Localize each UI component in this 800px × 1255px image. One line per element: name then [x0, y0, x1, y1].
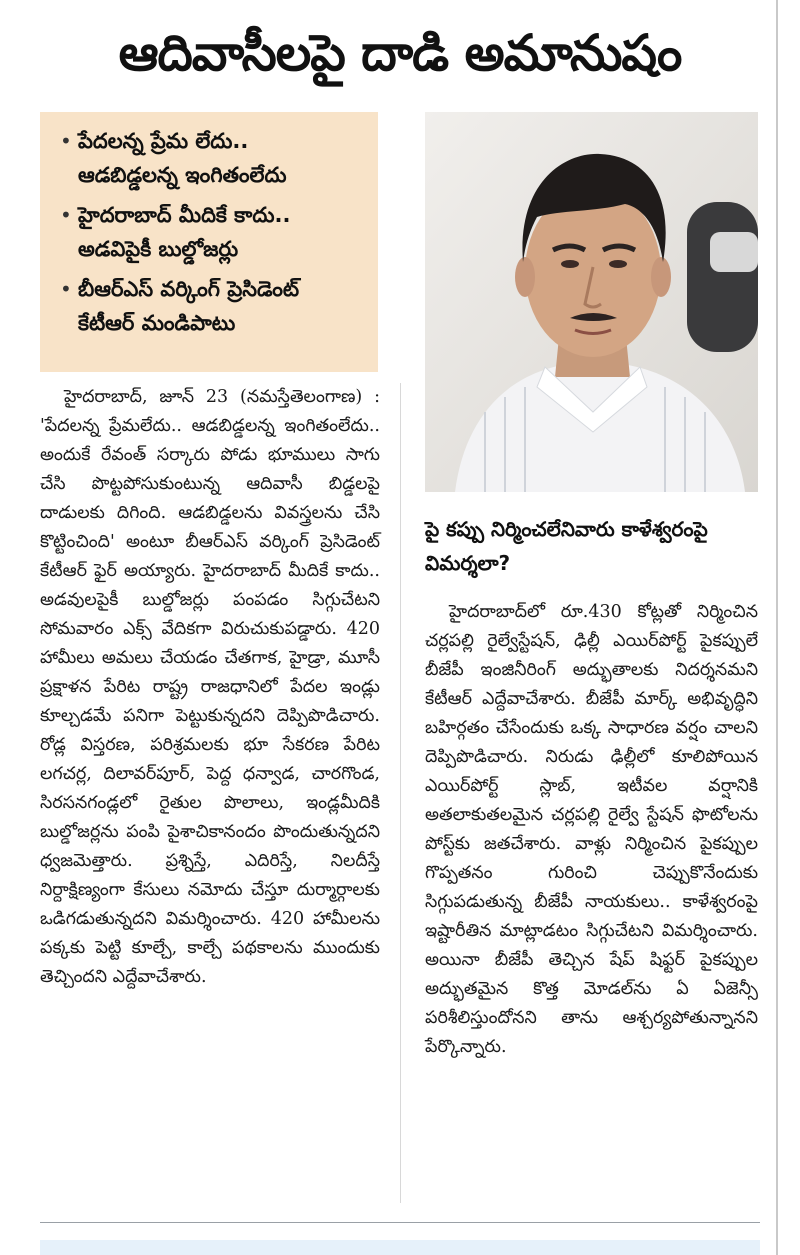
highlight-item: [60, 272, 368, 340]
subheading: పై కప్పు నిర్మించలేనివారు కాళేశ్వరంపై విమర్శలా?: [425, 517, 708, 575]
highlight-text: పేదలన్న ప్రేమ లేదు.. ఆడబిడ్డలన్న ఇంగితంలేదు: [78, 129, 287, 187]
bullet-dot-icon: •: [60, 277, 72, 301]
highlight-item: [60, 198, 368, 266]
bottom-divider: [40, 1222, 760, 1223]
highlights-box: [40, 112, 378, 372]
headline: ఆదివాసీలపై దాడి అమానుషం: [118, 23, 682, 82]
next-article-strip: [40, 1240, 760, 1255]
column-divider: [400, 383, 401, 1203]
highlight-item: [60, 124, 368, 192]
left-column: [40, 383, 380, 992]
right-column: [425, 598, 758, 1062]
article-paragraph: హైదరాబాద్, జూన్ 23 (నమస్తేతెలంగాణ) : 'పేదలన్న ప్రేమలేదు.. ఆడబిడ్డలన్న ఇంగితంలేదు.. అందుకే రేవంత్ సర్కారు పోడు భూములు సాగు చేసి పొట్టపోసుకుంటున్న ఆదివాసీ బిడ్డలపై దాడులకు దిగింది. ఆడబిడ్డలను వివస్త్రలను చేసి కొట్టించింది' అంటూ బీఆర్ఎస్ వర్కింగ్ ప్రెసిడెంట్ కేటీఆర్ ఫైర్ అయ్యారు. హైదరాబాద్ మీదికే కాదు.. అడవులపైకీ బుల్డోజర్లు పంపడం సిగ్గుచేటని సోమవారం ఎక్స్ వేదికగా విరుచుకుపడ్డారు. 420 హామీలు అమలు చేయడం చేతగాక, హైడ్రా, మూసీ ప్రక్షాళన పేరిట రాష్ట్ర రాజధానిలో పేదల ఇండ్లు కూల్చడమే పనిగా పెట్టుకున్నదని దెప్పిపొడిచారు. రోడ్ల విస్తరణ, పరిశ్రమలకు భూ సేకరణ పేరిట లగచర్ల, దిలావర్‌పూర్, పెద్ద ధన్వాడ, చారగొండ, సిరసనగండ్లలో రైతుల పొలాలు, ఇండ్లమీదికి బుల్డోజర్లను పంపి పైశాచికానందం పొందుతున్నదని ధ్వజమెత్తారు. ప్రశ్నిస్తే, ఎదిరిస్తే, నిలదీస్తే నిర్దాక్షిణ్యంగా కేసులు నమోదు చేస్తూ దుర్మార్గాలకు ఒడిగడుతున్నదని విమర్శించారు. 420 హామీలను పక్కకు పెట్టి కూల్చే, కాల్చే పథకాలను ముందుకు తెచ్చిందని ఎద్దేవాచేశారు.: [40, 387, 380, 987]
page-edge: [776, 0, 778, 1255]
article-paragraph: హైదరాబాద్‌లో రూ.430 కోట్లతో నిర్మించిన చర్లపల్లి రైల్వేస్టేషన్, ఢిల్లీ ఎయిర్‌పోర్ట్ పైకప్పులే బీజేపీ ఇంజినీరింగ్ అద్భుతాలకు నిదర్శనమని కేటీఆర్ ఎద్దేవాచేశారు. బీజేపీ మార్క్ అభివృద్ధిని బహిర్గతం చేసేందుకు ఒక్క సాధారణ వర్షం చాలని దెప్పిపొడిచారు. నిరుడు ఢిల్లీలో కూలిపోయిన ఎయిర్‌పోర్ట్ స్లాబ్, ఇటీవల వర్షానికి అతలాకుతలమైన చర్లపల్లి రైల్వే స్టేషన్ ఫొటోలను పోస్ట్‌కు జతచేశారు. వాళ్లు నిర్మించిన పైకప్పుల గొప్పతనం గురించి చెప్పుకొనేందుకు సిగ్గుపడుతున్న బీజేపీ నాయకులు.. కాళేశ్వరంపై ఇష్టారీతిన మాట్లాడటం సిగ్గుచేటని విమర్శించారు. అయినా బీజేపీ తెచ్చిన షేప్ షిఫ్టర్ పైకప్పుల అద్భుతమైన కొత్త మోడల్‌ను ఏ ఏజెన్సీ పరిశీలిస్తుందోనని తాను ఆశ్చర్యపోతున్నానని పేర్కొన్నారు.: [425, 602, 758, 1057]
portrait-illustration: [425, 112, 758, 492]
portrait-photo: [425, 112, 758, 492]
highlight-text: బీఆర్ఎస్ వర్కింగ్ ప్రెసిడెంట్ కేటీఆర్ మండిపాటు: [78, 277, 300, 335]
bullet-dot-icon: •: [60, 129, 72, 153]
bullet-dot-icon: •: [60, 203, 72, 227]
highlight-text: హైదరాబాద్ మీదికే కాదు.. అడవిపైకీ బుల్డోజర్లు: [78, 203, 291, 261]
